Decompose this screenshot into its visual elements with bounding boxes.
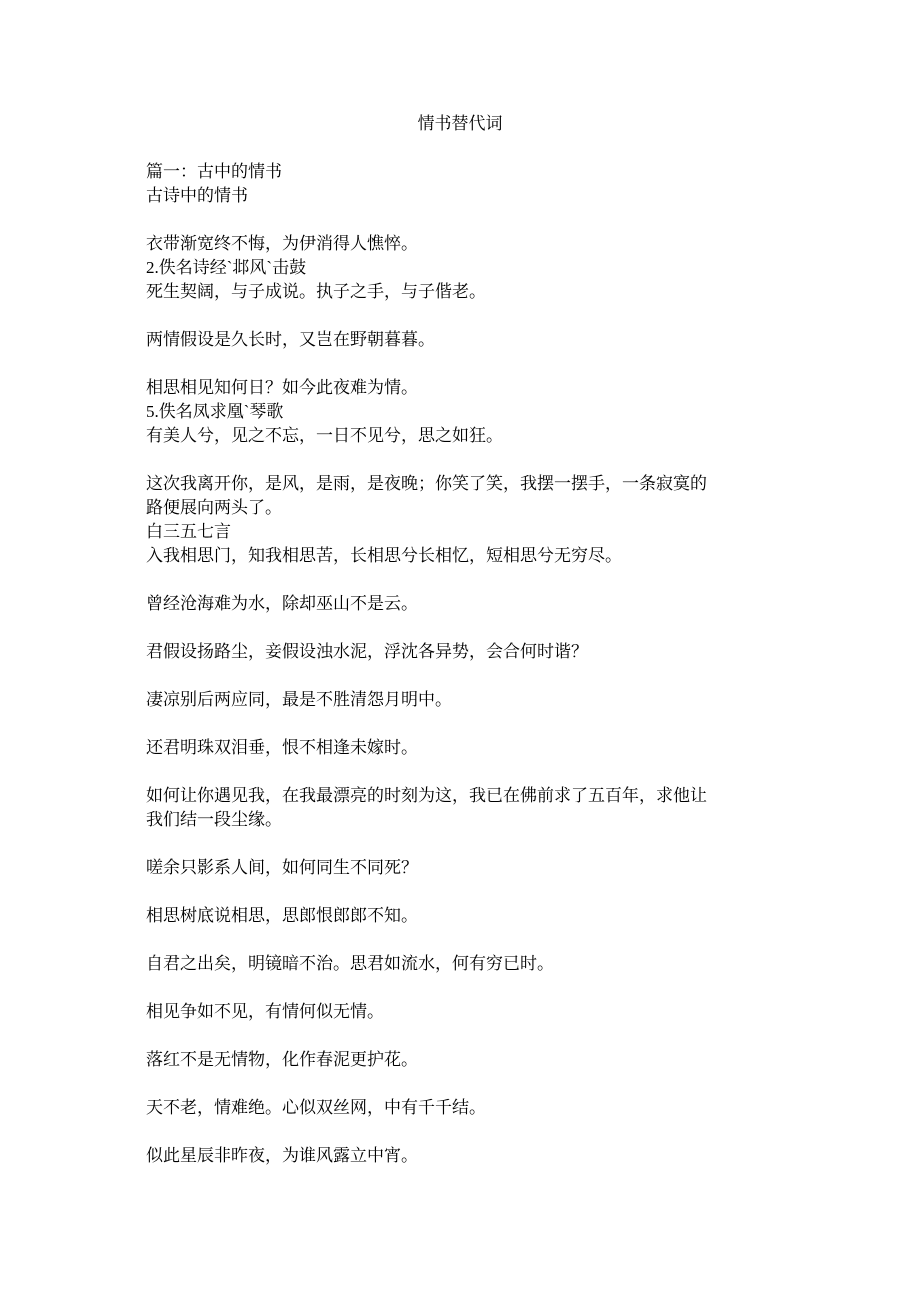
subheading: 古诗中的情书 bbox=[146, 186, 248, 206]
poem-line: 我们结一段尘缘。 bbox=[146, 810, 282, 830]
poem-line: 嗟余只影系人间，如何同生不同死？ bbox=[146, 858, 418, 878]
poem-line: 凄凉别后两应同，最是不胜清怨月明中。 bbox=[146, 690, 452, 710]
poem-line: 两情假设是久长时，又岂在野朝暮暮。 bbox=[146, 330, 435, 350]
poem-line: 相思相见知何日？如今此夜难为情。 bbox=[146, 378, 418, 398]
poem-line: 入我相思门，知我相思苦，长相思兮长相忆，短相思兮无穷尽。 bbox=[146, 546, 622, 566]
poem-line: 还君明珠双泪垂，恨不相逢未嫁时。 bbox=[146, 738, 418, 758]
poem-line: 君假设扬路尘，妾假设浊水泥，浮沈各异势，会合何时谐？ bbox=[146, 642, 588, 662]
poem-line: 如何让你遇见我，在我最漂亮的时刻为这，我已在佛前求了五百年，求他让 bbox=[146, 786, 707, 806]
poem-line: 落红不是无情物，化作春泥更护花。 bbox=[146, 1050, 418, 1070]
document-title: 情书替代词 bbox=[417, 114, 503, 134]
poem-line: 路便展向两头了。 bbox=[146, 498, 282, 518]
poem-line: 曾经沧海难为水，除却巫山不是云。 bbox=[146, 594, 418, 614]
poem-line: 有美人兮，见之不忘，一日不见兮，思之如狂。 bbox=[146, 426, 503, 446]
poem-line: 衣带渐宽终不悔，为伊消得人憔悴。 bbox=[146, 234, 418, 254]
poem-line: 似此星辰非昨夜，为谁风露立中宵。 bbox=[146, 1146, 418, 1166]
poem-source: 2.佚名诗经`邶风`击鼓 bbox=[146, 258, 307, 277]
poem-line: 这次我离开你，是风，是雨，是夜晚；你笑了笑，我摆一摆手，一条寂寞的 bbox=[146, 474, 707, 494]
poem-line: 相见争如不见，有情何似无情。 bbox=[146, 1002, 384, 1022]
poem-line: 相思树底说相思，思郎恨郎郎不知。 bbox=[146, 906, 418, 926]
poem-source: 5.佚名凤求凰`琴歌 bbox=[146, 402, 284, 421]
poem-line: 自君之出矣，明镜暗不治。思君如流水，何有穷已时。 bbox=[146, 954, 554, 974]
poem-source: 白三五七言 bbox=[146, 522, 231, 542]
poem-line: 死生契阔，与子成说。执子之手，与子偕老。 bbox=[146, 282, 486, 302]
section-heading: 篇一：古中的情书 bbox=[146, 162, 282, 182]
poem-line: 天不老，情难绝。心似双丝网，中有千千结。 bbox=[146, 1098, 486, 1118]
